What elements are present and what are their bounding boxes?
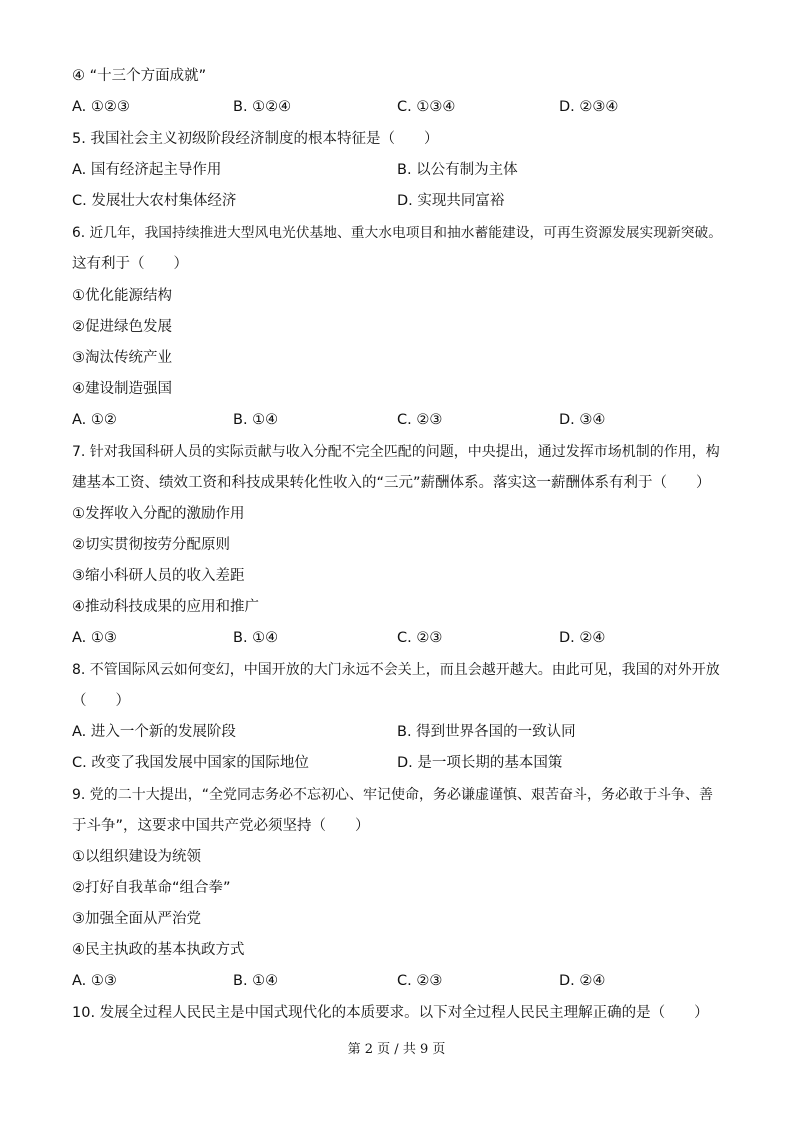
q8-option-d: D. 是一项长期的基本国策 <box>397 755 563 771</box>
q9-option-d: D. ②④ <box>559 973 606 989</box>
q4-option-d: D. ②③④ <box>559 99 619 115</box>
q6-stem-line-2: 这有利于（ ） <box>72 256 188 272</box>
q9-item-2: ②打好自我革命“组合拳” <box>72 880 231 896</box>
q8-stem-line-2: （ ） <box>72 693 130 709</box>
q5-stem: 5. 我国社会主义初级阶段经济制度的根本特征是（ ） <box>72 131 439 147</box>
q7-option-c: C. ②③ <box>397 630 443 646</box>
q8-stem-line-1: 8. 不管国际风云如何变幻，中国开放的大门永远不会关上，而且会越开越大。由此可见，我国的对外开放 <box>72 662 720 678</box>
q5-option-b: B. 以公有制为主体 <box>397 162 518 178</box>
q7-item-3: ③缩小科研人员的收入差距 <box>72 568 245 584</box>
q7-stem-line-2: 建基本工资、绩效工资和科技成果转化性收入的“三元”薪酬体系。落实这一薪酬体系有利于（ ） <box>72 475 711 491</box>
q6-item-4: ④建设制造强国 <box>72 381 172 397</box>
q4-item-4: ④ “十三个方面成就” <box>72 68 207 84</box>
q6-item-2: ②促进绿色发展 <box>72 319 172 335</box>
q7-option-b: B. ①④ <box>233 630 279 646</box>
q9-option-c: C. ②③ <box>397 973 443 989</box>
q10-stem: 10. 发展全过程人民民主是中国式现代化的本质要求。以下对全过程人民民主理解正确的是（ ） <box>72 1005 709 1021</box>
q8-option-a: A. 进入一个新的发展阶段 <box>72 724 236 740</box>
q9-item-1: ①以组织建设为统领 <box>72 849 201 865</box>
q5-option-c: C. 发展壮大农村集体经济 <box>72 193 237 209</box>
q6-stem-line-1: 6. 近几年，我国持续推进大型风电光伏基地、重大水电项目和抽水蓄能建设，可再生资源发展实现新突破。 <box>72 225 722 241</box>
q7-option-d: D. ②④ <box>559 630 606 646</box>
q7-option-a: A. ①③ <box>72 630 117 646</box>
q9-stem-line-1: 9. 党的二十大提出，“全党同志务必不忘初心、牢记使命，务必谦虚谨慎、艰苦奋斗，务必敢于斗争、善 <box>72 787 714 803</box>
q6-option-c: C. ②③ <box>397 412 443 428</box>
q4-option-c: C. ①③④ <box>397 99 456 115</box>
page-footer: 第 2 页 / 共 9 页 <box>347 1042 446 1057</box>
q4-option-b: B. ①②④ <box>233 99 292 115</box>
q9-item-3: ③加强全面从严治党 <box>72 911 201 927</box>
q4-option-a: A. ①②③ <box>72 99 130 115</box>
q8-option-c: C. 改变了我国发展中国家的国际地位 <box>72 755 309 771</box>
q6-option-d: D. ③④ <box>559 412 606 428</box>
q9-option-a: A. ①③ <box>72 973 117 989</box>
q9-option-b: B. ①④ <box>233 973 279 989</box>
q7-item-4: ④推动科技成果的应用和推广 <box>72 599 259 615</box>
q6-item-3: ③淘汰传统产业 <box>72 350 172 366</box>
q7-item-1: ①发挥收入分配的激励作用 <box>72 506 245 522</box>
q7-stem-line-1: 7. 针对我国科研人员的实际贡献与收入分配不完全匹配的问题，中央提出，通过发挥市场机制的作用，构 <box>72 444 720 460</box>
q6-option-b: B. ①④ <box>233 412 279 428</box>
q9-item-4: ④民主执政的基本执政方式 <box>72 942 245 958</box>
q9-stem-line-2: 于斗争”，这要求中国共产党必须坚持（ ） <box>72 818 370 834</box>
q6-item-1: ①优化能源结构 <box>72 288 172 304</box>
q7-item-2: ②切实贯彻按劳分配原则 <box>72 537 230 553</box>
q8-option-b: B. 得到世界各国的一致认同 <box>397 724 576 740</box>
q5-option-a: A. 国有经济起主导作用 <box>72 162 222 178</box>
q6-option-a: A. ①② <box>72 412 117 428</box>
q5-option-d: D. 实现共同富裕 <box>397 193 505 209</box>
